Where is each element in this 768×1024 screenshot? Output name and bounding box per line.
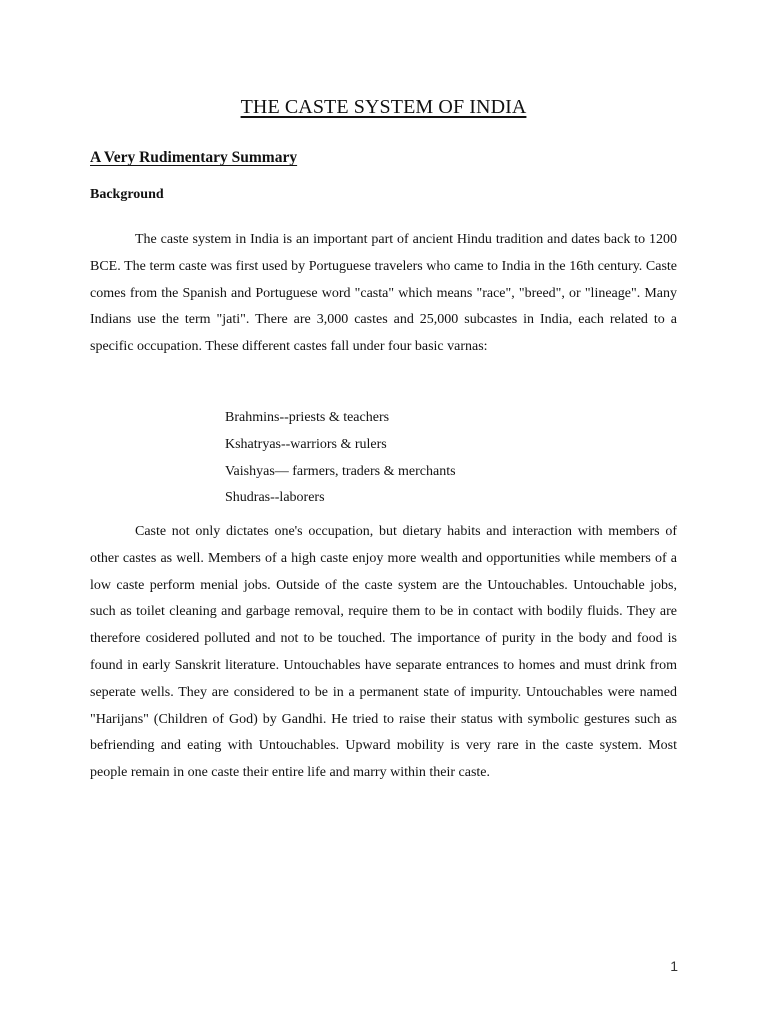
paragraph-intro: The caste system in India is an important part of ancient Hindu tradition and dates back to 1200 BCE. The term caste was first used by Portuguese travelers who came to India in the 16th century. Caste comes from the Spanish and Portuguese word "casta" which means "race", "breed", or "lineage". Many Indians use the term "jati". There are 3,000 castes and 25,000 subcastes in India, each related to a specific occupation. These different castes fall under four basic varnas: [90,232,677,355]
section-heading-background: Background [90,187,164,202]
page-number: 1 [670,958,678,974]
varna-item-kshatryas: Kshatryas--warriors & rulers [225,436,387,452]
paragraph-untouchables: Caste not only dictates one's occupation, but dietary habits and interaction with members of other castes as well. Members of a high caste enjoy more wealth and opportunities while members of a low caste perform menial jobs. Outside of the caste system are the Untouchables. Untouchable jobs, such as toilet cleaning and garbage removal, require them to be in contact with bodily fluids. They are therefore cosidered polluted and not to be touched. The importance of purity in the body and food is found in early Sanskrit literature. Untouchables have separate entrances to homes and must drink from seperate wells. They are considered to be in a permanent state of impurity. Untouchables were named "Harijans" (Children of God) by Gandhi. He tried to raise their status with symbolic gestures such as befriending and eating with Untouchables. Upward mobility is very rare in the caste system. Most people remain in one caste their entire life and marry within their caste. [90,524,677,781]
varna-item-brahmins: Brahmins--priests & teachers [225,410,390,425]
varnas-list [225,405,456,512]
varna-item-vaishyas: Vaishyas— farmers, traders & merchants [225,463,456,479]
document-title: THE CASTE SYSTEM OF INDIA [240,96,527,118]
varna-item-shudras: Shudras--laborers [225,490,325,506]
document-subtitle: A Very Rudimentary Summary [90,149,298,166]
